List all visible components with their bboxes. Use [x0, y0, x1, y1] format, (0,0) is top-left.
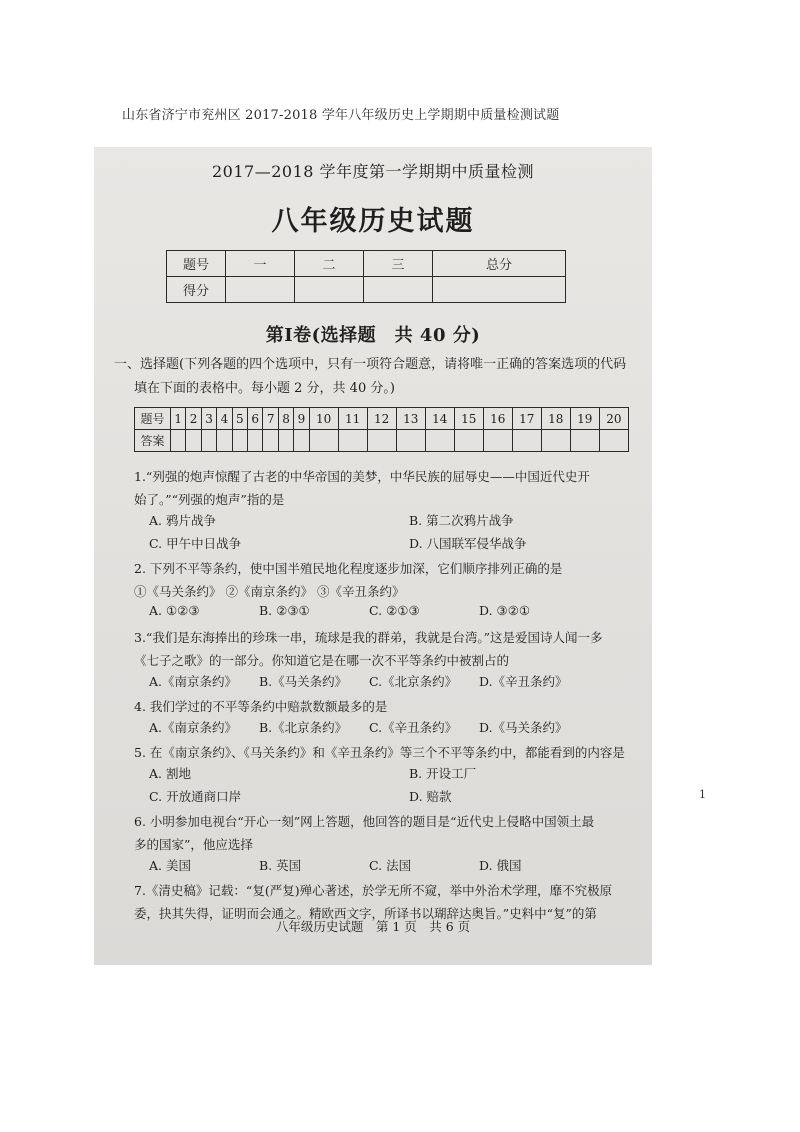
answer-option: B.《北京条约》	[259, 720, 348, 735]
answer-option: C. 开放通商口岸	[149, 789, 242, 804]
answer-option: B. 开设工厂	[409, 766, 477, 781]
answer-number-cell: 14	[425, 408, 454, 430]
answer-option: A.《南京条约》	[149, 674, 238, 689]
answer-number-cell: 11	[338, 408, 367, 430]
answer-blank-cell	[454, 430, 483, 452]
answer-number-cell: 20	[599, 408, 628, 430]
option-row	[149, 534, 629, 557]
answer-blank-cell	[278, 430, 293, 452]
question-text: 4. 我们学过的不平等条约中赔款数额最多的是	[134, 699, 388, 714]
answer-option: A. 割地	[149, 766, 191, 781]
answer-table-label: 题号	[135, 408, 171, 430]
question-text: 2. 下列不平等条约，使中国半殖民地化程度逐步加深，它们顺序排列正确的是	[134, 561, 563, 576]
answer-number-cell: 18	[541, 408, 570, 430]
answer-option: C.《辛丑条约》	[369, 720, 458, 735]
score-cell	[295, 277, 364, 303]
answer-option: B. 第二次鸦片战争	[409, 513, 514, 528]
answer-option: D.《马关条约》	[479, 720, 568, 735]
exam-title: 八年级历史试题	[271, 206, 475, 237]
score-cell: 二	[295, 251, 364, 277]
answer-number-cell: 12	[367, 408, 396, 430]
question-text: 7.《清史稿》记载：“复(严复)殚心著述，於学无所不窥，举中外治术学理，靡不究极原	[134, 883, 613, 898]
answer-blank-cell	[541, 430, 570, 452]
answer-blank-cell	[217, 430, 232, 452]
answer-number-cell: 17	[512, 408, 541, 430]
question-text: 始了。”“列强的炮声”指的是	[134, 492, 285, 507]
question-text: 5. 在《南京条约》、《马关条约》和《辛丑条约》等三个不平等条约中，都能看到的内容是	[134, 745, 625, 760]
answer-blank-cell	[483, 430, 512, 452]
answer-blank-cell	[294, 430, 309, 452]
side-page-number: 1	[699, 788, 706, 801]
option-row	[149, 603, 629, 626]
answer-blank-cell	[248, 430, 263, 452]
option-row	[149, 764, 629, 787]
score-cell: 总分	[433, 251, 566, 277]
answer-table-label: 答案	[135, 430, 171, 452]
score-table	[166, 250, 566, 303]
answer-option: D. 俄国	[479, 858, 522, 873]
answer-number-cell: 19	[570, 408, 599, 430]
question-text: 《七子之歌》的一部分。你知道它是在哪一次不平等条约中被割占的	[134, 653, 510, 668]
answer-option: D. 赔款	[409, 789, 452, 804]
answer-blank-cell	[599, 430, 628, 452]
answer-option: A. 美国	[149, 858, 191, 873]
question-text: 6. 小明参加电视台“开心一刻”网上答题，他回答的题目是“近代史上侵略中国领土最	[134, 814, 595, 829]
answer-number-cell: 3	[201, 408, 216, 430]
score-cell: 得分	[167, 277, 226, 303]
answer-blank-cell	[201, 430, 216, 452]
answer-number-cell: 2	[186, 408, 201, 430]
score-cell: 一	[226, 251, 295, 277]
answer-option: A. 鸦片战争	[149, 513, 216, 528]
answer-option: D.《辛丑条约》	[479, 674, 568, 689]
answer-number-cell: 16	[483, 408, 512, 430]
answer-number-cell: 10	[309, 408, 338, 430]
section-title: 第Ⅰ卷(选择题 共 40 分)	[265, 325, 481, 346]
answer-option: A. ①②③	[149, 603, 200, 618]
answer-number-cell: 1	[171, 408, 186, 430]
answer-blank-cell	[338, 430, 367, 452]
score-cell: 题号	[167, 251, 226, 277]
answer-option: B.《马关条约》	[259, 674, 348, 689]
option-row	[149, 672, 629, 695]
answer-blank-cell	[263, 430, 278, 452]
answer-blank-cell	[232, 430, 247, 452]
exam-term-line: 2017—2018 学年度第一学期期中质量检测	[211, 162, 535, 181]
score-cell	[226, 277, 295, 303]
answer-blank-cell	[396, 430, 425, 452]
question-text: 委，抉其失得，证明而会通之。精欧西文字，所译书以瑚辞达奥旨。”史料中“复”的第	[134, 906, 597, 921]
answer-blank-cell	[512, 430, 541, 452]
answer-option: C.《北京条约》	[369, 674, 458, 689]
score-cell	[433, 277, 566, 303]
answer-blank-cell	[367, 430, 396, 452]
answer-option: B. ②③①	[259, 603, 310, 618]
answer-blank-cell	[309, 430, 338, 452]
score-cell	[364, 277, 433, 303]
instruction-line: 一、选择题(下列各题的四个选项中，只有一项符合题意，请将唯一正确的答案选项的代码	[114, 357, 627, 372]
answer-blank-cell	[570, 430, 599, 452]
question-text: 多的国家”，他应选择	[134, 837, 253, 852]
answer-blank-cell	[171, 430, 186, 452]
answer-option: C. ②①③	[369, 603, 420, 618]
page-footer: 八年级历史试题 第 1 页 共 6 页	[275, 919, 471, 934]
question-text: 1.“列强的炮声惊醒了古老的中华帝国的美梦，中华民族的屈辱史——中国近代史开	[134, 469, 590, 484]
answer-number-cell: 13	[396, 408, 425, 430]
answer-option: A.《南京条约》	[149, 720, 238, 735]
answer-option: D. ③②①	[479, 603, 531, 618]
option-row	[149, 856, 629, 879]
answer-number-cell: 4	[217, 408, 232, 430]
answer-number-cell: 6	[248, 408, 263, 430]
answer-number-cell: 15	[454, 408, 483, 430]
question-text: 3.“我们是东海捧出的珍珠一串，琉球是我的群弟，我就是台湾。”这是爱国诗人闻一多	[134, 630, 603, 645]
answer-option: B. 英国	[259, 858, 302, 873]
instruction-line: 填在下面的表格中。每小题 2 分，共 40 分。)	[134, 381, 395, 396]
answer-blank-cell	[186, 430, 201, 452]
answer-number-cell: 5	[232, 408, 247, 430]
option-row	[149, 718, 629, 741]
question-text: ①《马关条约》 ②《南京条约》 ③《辛丑条约》	[134, 584, 405, 599]
answer-number-cell: 7	[263, 408, 278, 430]
score-cell: 三	[364, 251, 433, 277]
answer-option: C. 甲午中日战争	[149, 536, 242, 551]
document-header: 山东省济宁市兖州区 2017-2018 学年八年级历史上学期期中质量检测试题	[122, 108, 560, 123]
answer-option: C. 法国	[369, 858, 412, 873]
answer-number-cell: 8	[278, 408, 293, 430]
answer-number-cell: 9	[294, 408, 309, 430]
option-row	[149, 511, 629, 534]
answer-option: D. 八国联军侵华战争	[409, 536, 527, 551]
answer-table	[134, 407, 629, 452]
answer-blank-cell	[425, 430, 454, 452]
scanned-exam-page	[94, 147, 652, 965]
option-row	[149, 787, 629, 810]
